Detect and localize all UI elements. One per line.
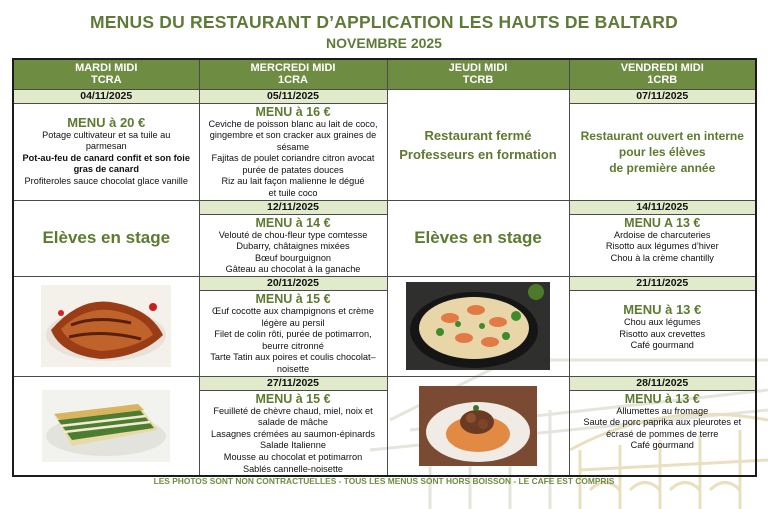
dish-line: Bœuf bourguignon bbox=[254, 252, 332, 263]
dish-line: Potage cultivateur et sa tuile au bbox=[42, 129, 171, 140]
dish-line: Allumettes au fromage bbox=[616, 405, 709, 416]
date-cell: 05/11/2025 bbox=[199, 89, 387, 103]
dish-line: salade de mâche bbox=[258, 417, 328, 428]
date-cell: 07/11/2025 bbox=[569, 89, 756, 103]
menu-cell bbox=[569, 390, 756, 476]
tarte-tatin-photo bbox=[41, 285, 171, 367]
dish-line: Œuf cocotte aux champignons et crème bbox=[212, 306, 374, 317]
dish-line: Gâteau au chocolat à la ganache bbox=[225, 264, 361, 275]
dish-line: Mousse au chocolat et potimarron bbox=[223, 451, 363, 462]
closed-line: Restaurant fermé bbox=[424, 127, 532, 143]
dish-line: Saute de porc paprika aux pleurotes et bbox=[583, 417, 742, 428]
internal-service-cell bbox=[569, 103, 756, 200]
dish-line: Velouté de chou-fleur type comtesse bbox=[218, 229, 368, 240]
menu-cell bbox=[569, 214, 756, 276]
menu-price: MENU à 20 € bbox=[67, 114, 146, 130]
date-cell: 14/11/2025 bbox=[569, 200, 756, 214]
closed-line: Professeurs en formation bbox=[399, 146, 557, 162]
dish-line: parmesan bbox=[85, 141, 127, 152]
dish-line: légère au persil bbox=[261, 317, 325, 328]
dish-line: Salade Italienne bbox=[260, 440, 326, 451]
menu-price: MENU à 15 € bbox=[255, 391, 331, 406]
notice-line: Restaurant ouvert en interne bbox=[580, 128, 744, 143]
menu-price: MENU à 13 € bbox=[623, 302, 702, 318]
menu-cell bbox=[13, 103, 199, 200]
pork-saute-photo bbox=[419, 386, 537, 466]
dish-line: Ceviche de poisson blanc au lait de coco, bbox=[208, 118, 378, 129]
photo-cell bbox=[13, 376, 199, 476]
menu-price: MENU A 13 € bbox=[624, 215, 701, 230]
dish-line: et tuile coco bbox=[268, 188, 318, 199]
menu-price: MENU à 16 € bbox=[255, 104, 331, 119]
photo-cell bbox=[13, 277, 199, 377]
menu-price: MENU à 13 € bbox=[624, 391, 700, 406]
dish-line: noisette bbox=[276, 364, 310, 374]
dish-line: beurre citronné bbox=[262, 340, 324, 351]
menu-cell bbox=[199, 291, 387, 377]
date-cell: 21/11/2025 bbox=[569, 277, 756, 291]
dish-line: Riz au lait façon malienne le dégué bbox=[221, 176, 365, 187]
dish-line: écrasé de pommes de terre bbox=[606, 428, 719, 439]
page-subtitle: NOVEMBRE 2025 bbox=[326, 35, 442, 51]
dish-line: purée de patates douces bbox=[242, 164, 344, 175]
dish-line: Chou aux légumes bbox=[623, 317, 701, 328]
page-title: MENUS DU RESTAURANT D’APPLICATION LES HAUTS DE BALTARD bbox=[90, 12, 678, 32]
date-cell: 20/11/2025 bbox=[199, 277, 387, 291]
menu-cell bbox=[199, 214, 387, 276]
footer-note: LES PHOTOS SONT NON CONTRACTUELLES - TOUS LES MENUS SONT HORS BOISSON - LE CAFE EST COMPRIS bbox=[153, 476, 615, 486]
dish-line: Dubarry, châtaignes mixées bbox=[236, 241, 350, 252]
internship-label: Elèves en stage bbox=[414, 228, 542, 248]
dish-line: Risotto aux crevettes bbox=[619, 328, 706, 339]
dish-line: Profiteroles sauce chocolat glace vanille bbox=[24, 175, 188, 186]
date-cell: 12/11/2025 bbox=[199, 200, 387, 214]
internship-cell bbox=[13, 200, 199, 276]
internship-cell bbox=[387, 200, 569, 276]
dish-line: Sablés cannelle-noisette bbox=[242, 463, 344, 474]
column-header-tuesday: MARDI MIDI TCRA bbox=[13, 59, 199, 89]
menu-price: MENU à 14 € bbox=[255, 215, 331, 230]
dish-line: Café gourmand bbox=[630, 440, 694, 451]
dish-line: Lasagnes crémées au saumon-épinards bbox=[211, 428, 375, 439]
dish-line: Chou à la crème chantilly bbox=[610, 252, 714, 263]
date-cell: 28/11/2025 bbox=[569, 376, 756, 390]
internship-label: Elèves en stage bbox=[42, 228, 171, 248]
date-cell: 04/11/2025 bbox=[13, 89, 199, 103]
dish-line: Filet de colin rôti, purée de potimarron, bbox=[214, 329, 372, 340]
column-header-friday: VENDREDI MIDI 1CRB bbox=[569, 59, 756, 89]
lasagna-photo bbox=[42, 390, 170, 462]
dish-line: Ardoise de charcuteries bbox=[613, 229, 711, 240]
dish-line: Café gourmand bbox=[630, 340, 694, 351]
dish-line: Risotto aux légumes d’hiver bbox=[605, 241, 719, 252]
dish-line: gras de canard bbox=[73, 164, 139, 175]
menu-table bbox=[12, 58, 757, 477]
dish-line: sésame bbox=[276, 141, 310, 152]
dish-line: Tarte Tatin aux poires et coulis chocolat– bbox=[210, 352, 376, 363]
dish-line: gingembre et son cracker aux graines de bbox=[209, 130, 377, 141]
dish-line: Feuilleté de chèvre chaud, miel, noix et bbox=[213, 405, 373, 416]
menu-cell bbox=[199, 390, 387, 476]
date-cell: 27/11/2025 bbox=[199, 376, 387, 390]
menu-cell bbox=[199, 103, 387, 200]
menu-cell bbox=[569, 291, 756, 377]
notice-line: de première année bbox=[609, 160, 716, 175]
menu-price: MENU à 15 € bbox=[255, 292, 331, 307]
column-header-wednesday: MERCREDI MIDI 1CRA bbox=[199, 59, 387, 89]
notice-line: pour les élèves bbox=[618, 144, 706, 159]
closed-notice-cell bbox=[387, 89, 569, 200]
dish-line: Pot-au-feu de canard confit et son foie bbox=[22, 152, 190, 163]
photo-cell bbox=[387, 376, 569, 476]
shrimp-risotto-photo bbox=[406, 282, 550, 370]
column-header-thursday: JEUDI MIDI TCRB bbox=[387, 59, 569, 89]
photo-cell bbox=[387, 277, 569, 377]
dish-line: Fajitas de poulet coriandre citron avocat bbox=[211, 153, 375, 164]
